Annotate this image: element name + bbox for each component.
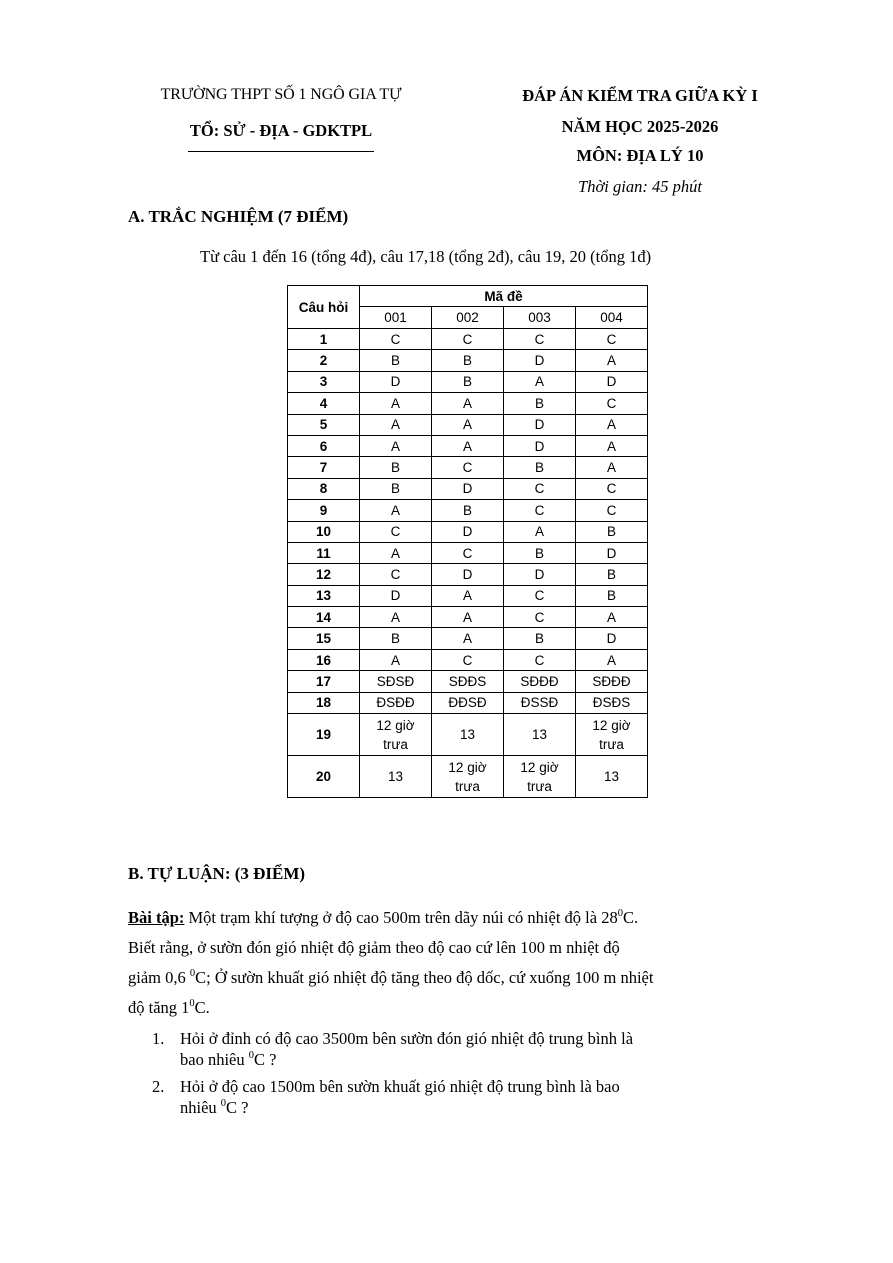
degree-sup: 0 — [220, 1098, 227, 1109]
section-a-title: A. TRẮC NGHIỆM (7 ĐIỂM) — [128, 207, 349, 226]
answer-cell: B — [576, 585, 648, 606]
exercise-line-1 — [128, 903, 768, 933]
degree-sup: 0 — [189, 968, 196, 979]
table-row — [288, 414, 648, 435]
section-b-title: B. TỰ LUẬN: (3 ĐIỂM) — [128, 864, 306, 883]
question-number-cell: 7 — [288, 457, 360, 478]
table-row — [288, 457, 648, 478]
question-2-line-2 — [180, 1097, 740, 1118]
exercise-text-3b: C; Ở sườn khuất gió nhiệt độ tăng theo độ dốc, cứ xuống 100 m nhiệt — [195, 968, 654, 987]
answer-cell: D — [360, 371, 432, 392]
question-1-number: 1. — [152, 1029, 165, 1048]
exercise-line-2: Biết rằng, ở sườn đón gió nhiệt độ giảm theo độ cao cứ lên 100 m nhiệt độ — [128, 938, 620, 957]
question-number-cell: 5 — [288, 414, 360, 435]
question-number-cell: 4 — [288, 393, 360, 414]
answer-cell: D — [360, 585, 432, 606]
question-number-cell: 19 — [288, 714, 360, 756]
question-2-number: 2. — [152, 1077, 165, 1096]
answer-cell: B — [360, 350, 432, 371]
table-row — [288, 478, 648, 499]
answer-cell: D — [432, 564, 504, 585]
question-number-cell: 8 — [288, 478, 360, 499]
answer-cell: A — [576, 607, 648, 628]
question-number-cell: 13 — [288, 585, 360, 606]
table-row — [288, 649, 648, 670]
answer-cell: D — [504, 435, 576, 456]
answer-cell: C — [360, 329, 432, 350]
answer-cell: B — [432, 500, 504, 521]
answer-cell: C — [504, 649, 576, 670]
exercise-text-4b: C. — [194, 998, 210, 1017]
answer-cell: 12 giờ trưa — [432, 756, 504, 798]
answer-cell: B — [504, 542, 576, 563]
answer-cell: A — [360, 649, 432, 670]
answer-cell: A — [576, 414, 648, 435]
answer-cell: B — [360, 628, 432, 649]
question-number-cell: 20 — [288, 756, 360, 798]
question-number-cell: 2 — [288, 350, 360, 371]
code-header: Mã đề — [360, 286, 648, 307]
answer-cell: B — [432, 350, 504, 371]
answer-cell: D — [576, 542, 648, 563]
table-row — [288, 607, 648, 628]
question-header: Câu hỏi — [288, 286, 360, 329]
exercise-text-1: Một trạm khí tượng ở độ cao 500m trên dãy núi có nhiệt độ là 28 — [184, 908, 618, 927]
department-name: TỔ: SỬ - ĐỊA - GDKTPL — [189, 121, 373, 140]
answer-cell: D — [576, 371, 648, 392]
school-year: NĂM HỌC 2025-2026 — [561, 117, 719, 136]
answer-cell: A — [432, 414, 504, 435]
exercise-label: Bài tập: — [128, 908, 185, 927]
question-number-cell: 3 — [288, 371, 360, 392]
question-number-cell: 10 — [288, 521, 360, 542]
answer-cell: ĐSSĐ — [504, 692, 576, 713]
answer-cell: B — [504, 457, 576, 478]
answer-cell: ĐSĐS — [576, 692, 648, 713]
answer-cell: D — [504, 350, 576, 371]
table-row — [288, 500, 648, 521]
code-004: 004 — [576, 307, 648, 329]
answer-cell: C — [576, 500, 648, 521]
question-number-cell: 12 — [288, 564, 360, 585]
question-number-cell: 17 — [288, 671, 360, 692]
answer-cell: 13 — [360, 756, 432, 798]
answer-cell: B — [576, 521, 648, 542]
answer-cell: B — [432, 371, 504, 392]
subject: MÔN: ĐỊA LÝ 10 — [576, 146, 704, 165]
question-number-cell: 16 — [288, 649, 360, 670]
answer-cell: 12 giờ trưa — [504, 756, 576, 798]
question-2-line-1: Hỏi ở độ cao 1500m bên sườn khuất gió nhiệt độ trung bình là bao — [180, 1077, 620, 1096]
answer-cell: C — [504, 607, 576, 628]
degree-sup: 0 — [617, 908, 623, 919]
answer-cell: C — [432, 329, 504, 350]
question-2-text — [180, 1076, 740, 1118]
school-name: TRƯỜNG THPT SỐ 1 NGÔ GIA TỰ — [160, 86, 402, 103]
question-number-cell: 14 — [288, 607, 360, 628]
answer-cell: 13 — [504, 714, 576, 756]
exercise-text-1-end: C. — [622, 908, 639, 927]
answer-cell: B — [360, 478, 432, 499]
table-row — [288, 521, 648, 542]
answer-cell: C — [360, 521, 432, 542]
question-1-line-1: Hỏi ở đỉnh có độ cao 3500m bên sườn đón gió nhiệt độ trung bình là — [180, 1029, 634, 1048]
answer-cell: ĐSĐĐ — [360, 692, 432, 713]
question-number-cell: 18 — [288, 692, 360, 713]
code-001: 001 — [360, 307, 432, 329]
question-1-line-2b: C ? — [253, 1050, 277, 1069]
answer-cell: SĐĐĐ — [504, 671, 576, 692]
answer-table-body — [288, 329, 648, 798]
section-a-instruction: Từ câu 1 đến 16 (tổng 4đ), câu 17,18 (tổng 2đ), câu 19, 20 (tổng 1đ) — [200, 247, 652, 266]
answer-cell: A — [360, 435, 432, 456]
exercise-text-3a: giảm 0,6 — [128, 968, 190, 987]
answer-cell: D — [504, 564, 576, 585]
answer-cell: A — [432, 628, 504, 649]
table-row — [288, 692, 648, 713]
question-number-cell: 1 — [288, 329, 360, 350]
answer-cell: 12 giờ trưa — [360, 714, 432, 756]
answer-cell: C — [576, 393, 648, 414]
exam-time: Thời gian: 45 phút — [578, 177, 702, 196]
question-number-cell: 11 — [288, 542, 360, 563]
answer-cell: A — [504, 371, 576, 392]
document-title: ĐÁP ÁN KIỂM TRA GIỮA KỲ I — [522, 86, 758, 105]
question-1 — [152, 1028, 752, 1072]
department-underline — [188, 151, 374, 152]
answer-cell: 12 giờ trưa — [576, 714, 648, 756]
question-2-line-2a: nhiêu — [180, 1098, 221, 1117]
answer-cell: 13 — [432, 714, 504, 756]
answer-cell: A — [576, 457, 648, 478]
answer-cell: D — [432, 478, 504, 499]
question-number-cell: 15 — [288, 628, 360, 649]
answer-cell: SĐĐS — [432, 671, 504, 692]
answer-cell: A — [432, 585, 504, 606]
question-number-cell: 9 — [288, 500, 360, 521]
table-row — [288, 350, 648, 371]
answer-cell: C — [504, 478, 576, 499]
exercise-text-4a: độ tăng 1 — [128, 998, 190, 1017]
answer-cell: B — [504, 393, 576, 414]
exercise-line-3 — [128, 963, 768, 993]
table-row — [288, 542, 648, 563]
answer-cell: ĐĐSĐ — [432, 692, 504, 713]
answer-cell: B — [576, 564, 648, 585]
answer-cell: A — [576, 649, 648, 670]
table-row — [288, 435, 648, 456]
answer-cell: A — [360, 542, 432, 563]
answer-cell: C — [360, 564, 432, 585]
answer-cell: A — [360, 393, 432, 414]
question-2-line-2b: C ? — [226, 1098, 249, 1117]
answer-cell: C — [576, 478, 648, 499]
answer-cell: A — [360, 500, 432, 521]
table-row — [288, 564, 648, 585]
table-row — [288, 756, 648, 798]
table-row — [288, 628, 648, 649]
answer-cell: A — [432, 607, 504, 628]
code-002: 002 — [432, 307, 504, 329]
answer-cell: D — [432, 521, 504, 542]
answer-cell: D — [576, 628, 648, 649]
answer-cell: A — [432, 393, 504, 414]
answer-cell: A — [504, 521, 576, 542]
answer-cell: SĐSĐ — [360, 671, 432, 692]
answer-cell: A — [360, 607, 432, 628]
answer-cell: C — [432, 457, 504, 478]
answer-cell: 13 — [576, 756, 648, 798]
answer-cell: C — [432, 542, 504, 563]
code-003: 003 — [504, 307, 576, 329]
question-number-cell: 6 — [288, 435, 360, 456]
answer-cell: D — [504, 414, 576, 435]
exercise-paragraph — [128, 903, 768, 1023]
answer-cell: C — [504, 585, 576, 606]
answer-cell: C — [432, 649, 504, 670]
answer-cell: C — [504, 500, 576, 521]
degree-sup: 0 — [189, 998, 195, 1009]
answer-cell: C — [576, 329, 648, 350]
table-row — [288, 371, 648, 392]
table-row — [288, 585, 648, 606]
degree-sup: 0 — [248, 1050, 254, 1061]
answer-table — [287, 285, 648, 798]
answer-cell: C — [504, 329, 576, 350]
answer-cell: A — [432, 435, 504, 456]
exercise-line-4 — [128, 993, 768, 1023]
answer-cell: B — [504, 628, 576, 649]
table-row — [288, 393, 648, 414]
question-1-line-2a: bao nhiêu — [180, 1050, 249, 1069]
question-1-text — [180, 1028, 740, 1070]
question-1-line-2 — [180, 1049, 740, 1070]
answer-cell: A — [360, 414, 432, 435]
answer-cell: A — [576, 435, 648, 456]
table-row — [288, 714, 648, 756]
answer-cell: SĐĐĐ — [576, 671, 648, 692]
table-row — [288, 671, 648, 692]
answer-cell: B — [360, 457, 432, 478]
answer-cell: A — [576, 350, 648, 371]
question-2 — [152, 1076, 752, 1120]
table-row — [288, 329, 648, 350]
